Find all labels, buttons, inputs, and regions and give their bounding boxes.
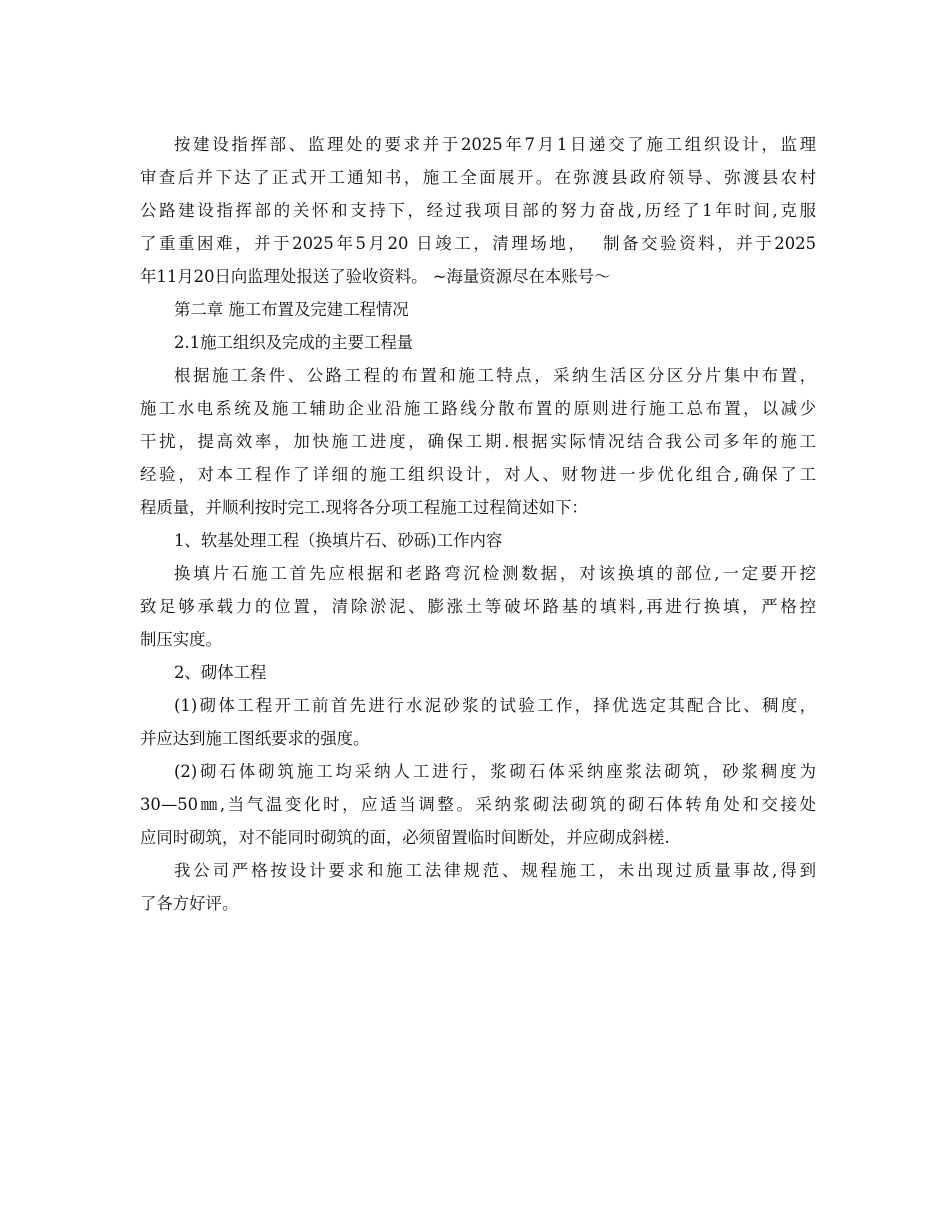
paragraph-line: 按建设指挥部、监理处的要求并于2025年7月1日递交了施工组织设计，监理 <box>174 135 816 154</box>
section-heading <box>140 326 816 359</box>
paragraph-line: 施工水电系统及施工辅助企业沿施工路线分散布置的原则进行施工总布置，以减少 <box>140 399 816 418</box>
paragraph-line: 2、砌体工程 <box>174 663 267 682</box>
body-paragraph <box>140 128 816 293</box>
body-paragraph <box>140 689 816 755</box>
paragraph-line: (2)砌石体砌筑施工均采纳人工进行，浆砌石体采纳座浆法砌筑，砂浆稠度为 <box>174 762 816 781</box>
body-paragraph <box>140 557 816 656</box>
document-body <box>140 128 816 920</box>
body-paragraph <box>140 854 816 920</box>
paragraph-line: 致足够承载力的位置，清除淤泥、膨涨土等破坏路基的填料,再进行换填，严格控 <box>140 597 816 616</box>
paragraph-line: 年11月20日向监理处报送了验收资料。 ~海量资源尽在本账号～ <box>140 267 611 286</box>
paragraph-line: 根据施工条件、公路工程的布置和施工特点，采纳生活区分区分片集中布置， <box>174 366 816 385</box>
paragraph-line: 公路建设指挥部的关怀和支持下，经过我项目部的努力奋战,历经了1年时间,克服 <box>140 201 816 220</box>
paragraph-line: 第二章 施工布置及完建工程情况 <box>174 300 409 319</box>
body-paragraph <box>140 755 816 854</box>
paragraph-line: 30—50㎜,当气温变化时，应适当调整。采纳浆砌法砌筑的砌石体转角处和交接处 <box>140 795 816 814</box>
paragraph-line: 2.1施工组织及完成的主要工程量 <box>174 333 414 352</box>
paragraph-line: 换填片石施工首先应根据和老路弯沉检测数据，对该换填的部位,一定要开挖 <box>174 564 816 583</box>
paragraph-line: 我公司严格按设计要求和施工法律规范、规程施工，未出现过质量事故,得到 <box>174 861 816 880</box>
paragraph-line: 应同时砌筑，对不能同时砌筑的面，必须留置临时间断处，并应砌成斜槎. <box>140 828 670 847</box>
paragraph-line: 制压实度。 <box>140 630 222 649</box>
paragraph-line: 1、软基处理工程（换填片石、砂砾)工作内容 <box>174 531 503 550</box>
paragraph-line: 审查后并下达了正式开工通知书，施工全面展开。在弥渡县政府领导、弥渡县农村 <box>140 168 816 187</box>
paragraph-line: 程质量，并顺利按时完工.现将各分项工程施工过程简述如下： <box>140 498 588 517</box>
body-paragraph <box>140 359 816 524</box>
section-heading <box>140 524 816 557</box>
section-heading <box>140 656 816 689</box>
section-heading <box>140 293 816 326</box>
paragraph-line: 经验，对本工程作了详细的施工组织设计，对人、财物进一步优化组合,确保了工 <box>140 465 816 484</box>
paragraph-line: (1)砌体工程开工前首先进行水泥砂浆的试验工作，择优选定其配合比、稠度， <box>174 696 816 715</box>
paragraph-line: 干扰，提高效率，加快施工进度，确保工期.根据实际情况结合我公司多年的施工 <box>140 432 816 451</box>
paragraph-line: 了重重困难，并于2025年5月20 日竣工，清理场地， 制备交验资料，并于2025 <box>140 234 816 253</box>
paragraph-line: 并应达到施工图纸要求的强度。 <box>140 729 370 748</box>
paragraph-line: 了各方好评。 <box>140 894 239 913</box>
